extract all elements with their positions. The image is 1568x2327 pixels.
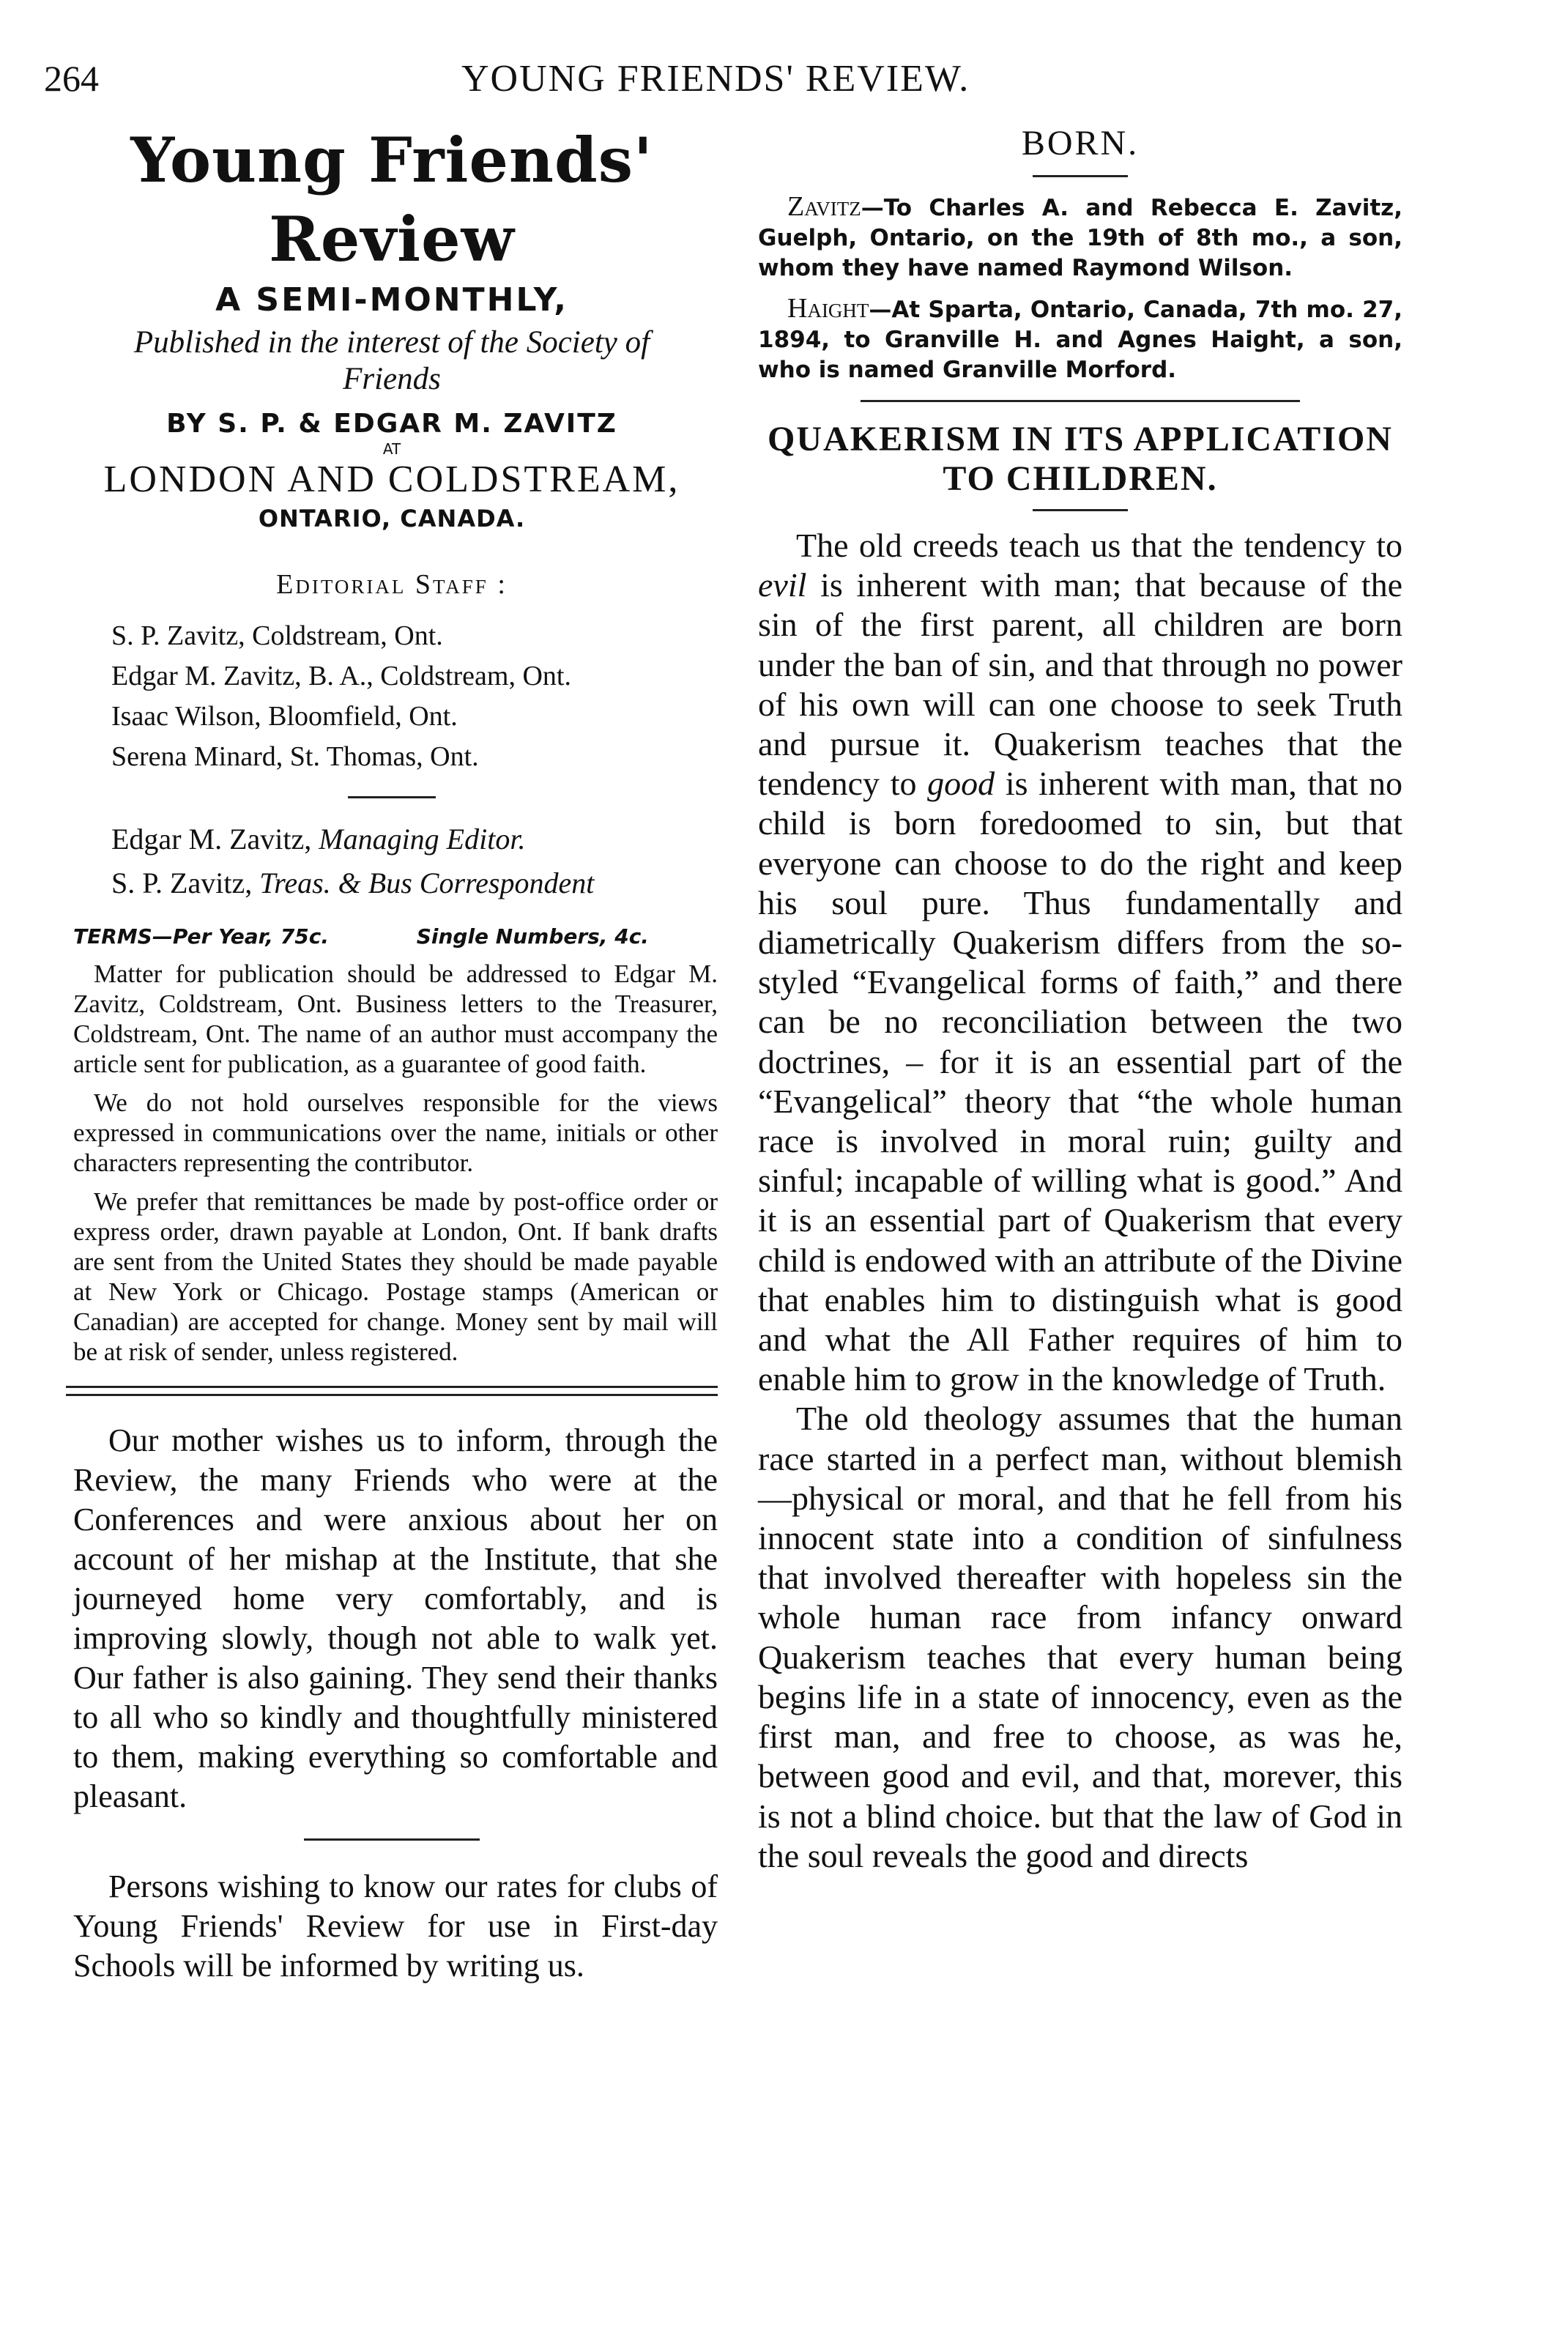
article-paragraph xyxy=(758,526,1402,1399)
notice-paragraph: We do not hold ourselves responsible for the views expressed in communications over the name, initials or other characters representing the contributor. xyxy=(73,1088,718,1177)
birth-notice xyxy=(758,192,1402,283)
journal-running-title: YOUNG FRIENDS' REVIEW. xyxy=(461,58,970,100)
article-title: QUAKERISM IN ITS APPLICATION TO CHILDREN. xyxy=(768,420,1393,498)
masthead-title: Young Friends' Review xyxy=(130,124,653,275)
publication-region: ONTARIO, CANADA. xyxy=(258,505,526,532)
birth-family-name: Haight xyxy=(787,293,869,324)
staff-member: Isaac Wilson, Bloomfield, Ont. xyxy=(111,701,458,732)
page-number: 264 xyxy=(44,58,99,99)
birth-family-name: Zavitz xyxy=(787,191,861,222)
article-text: The old creeds teach us that the tendency to xyxy=(796,527,1402,564)
club-rates-paragraph: Persons wishing to know our rates for clubs of Young Friends' Review for use in First-day Schools will be informed by writing us. xyxy=(73,1868,718,1983)
at-word: AT xyxy=(382,440,401,458)
treasurer-role: Treas. & Bus Correspondent xyxy=(259,866,595,899)
subscription-terms xyxy=(73,924,718,949)
terms-single-number: Single Numbers, 4c. xyxy=(416,924,649,949)
divider xyxy=(304,1838,480,1841)
double-divider xyxy=(66,1386,718,1396)
published-in-interest: Published in the interest of the Society of Friends xyxy=(133,325,650,396)
born-heading: BORN. xyxy=(1021,124,1140,163)
editorial-staff-heading: Editorial Staff : xyxy=(276,569,508,600)
staff-member: Edgar M. Zavitz, B. A., Coldstream, Ont. xyxy=(111,661,571,691)
editorial-staff-list xyxy=(111,616,718,777)
treasurer-name: S. P. Zavitz, xyxy=(111,866,253,899)
divider xyxy=(1033,509,1128,511)
publication-place: LONDON AND COLDSTREAM, xyxy=(103,459,680,500)
publishers-line: BY S. P. & EDGAR M. ZAVITZ xyxy=(166,409,617,439)
family-notice-paragraph: Our mother wishes us to inform, through the Review, the many Friends who were at the Conferences and were anxious about her on account of her mishap at the Institute, that she journeyed home very comfortably, and is improving slowly, though not able to walk yet. Our father is also gaining. They send their thanks to all who so kindly and thoughtfully ministered to them, making everything so comfortable and pleasant. xyxy=(73,1422,718,1814)
publication-frequency: A SEMI-MONTHLY, xyxy=(215,281,568,319)
staff-member: S. P. Zavitz, Coldstream, Ont. xyxy=(111,620,443,651)
birth-notice-text: —At Sparta, Ontario, Canada, 7th mo. 27, 1894, to Granville H. and Agnes Haight, a son, who is named Granville Morford. xyxy=(758,297,1402,383)
divider xyxy=(348,796,436,798)
birth-notice-text: —To Charles A. and Rebecca E. Zavitz, Guelph, Ontario, on the 19th of 8th mo., a son, whom they have named Raymond Wilson. xyxy=(758,195,1402,281)
running-header xyxy=(44,57,1406,108)
treasurer-line xyxy=(111,861,718,905)
right-column xyxy=(758,121,1402,1876)
article-text: is inherent with man, that no child is born foredoomed to sin, but that everyone can choose to do the right and keep his soul pure. Thus fundamentally and diametrically Quakerism differs from the so-styled “Evangelical forms of faith,” and there can be no reconciliation between the two doctrines, – for it is an essential part of the “Evangelical” theory that “the whole human race is involved in moral ruin; guilty and sinful; incapable of willing what is good.” And it is an essential part of Quakerism that every child is endowed with an attribute of the Divine that enables him to distinguish what is good and what the All Father requires of him to enable him to grow in the knowledge of Truth. xyxy=(758,765,1403,1398)
article-emphasis: evil xyxy=(758,566,807,604)
staff-member: Serena Minard, St. Thomas, Ont. xyxy=(111,741,479,772)
article-paragraph: The old theology assumes that the human race started in a perfect man, without blemish—physical or moral, and that he fell from his innocent state into a condition of sinfulness that involved thereafter with hopeless sin the whole human race from infancy onward Quakerism teaches that every human being begins life in a state of innocency, even as the first man, and free to choose, as was he, between good and evil, and that, morever, this is not a blind choice. but that the law of God in the soul reveals the good and directs xyxy=(758,1400,1402,1874)
article-emphasis: good xyxy=(927,765,995,803)
divider xyxy=(1033,175,1128,177)
managing-editor-role: Managing Editor. xyxy=(319,823,526,856)
birth-notice xyxy=(758,294,1402,385)
managing-editor-name: Edgar M. Zavitz, xyxy=(111,823,312,856)
notice-paragraph: We prefer that remittances be made by post-office order or express order, drawn payable at London, Ont. If bank drafts are sent from the United States they should be made payable at New York or Chicago. Postage stamps (American or Canadian) are accepted for change. Money sent by mail will be at risk of sender, unless registered. xyxy=(73,1187,718,1366)
article-text: is inherent with man; that because of the sin of the first parent, all children are born under the ban of sin, and that through no power of his own will can one choose to seek Truth and pursue it. Quakerism teaches that the tendency to xyxy=(758,566,1402,803)
divider xyxy=(861,400,1300,402)
managing-editor-line xyxy=(111,817,718,861)
left-column xyxy=(66,121,718,1986)
terms-per-year: TERMS—Per Year, 75c. xyxy=(73,924,329,949)
notice-paragraph: Matter for publication should be addressed to Edgar M. Zavitz, Coldstream, Ont. Business letters to the Treasurer, Coldstream, Ont. The name of an author must accompany the article sent for publication, as a guarantee of good faith. xyxy=(73,960,718,1078)
